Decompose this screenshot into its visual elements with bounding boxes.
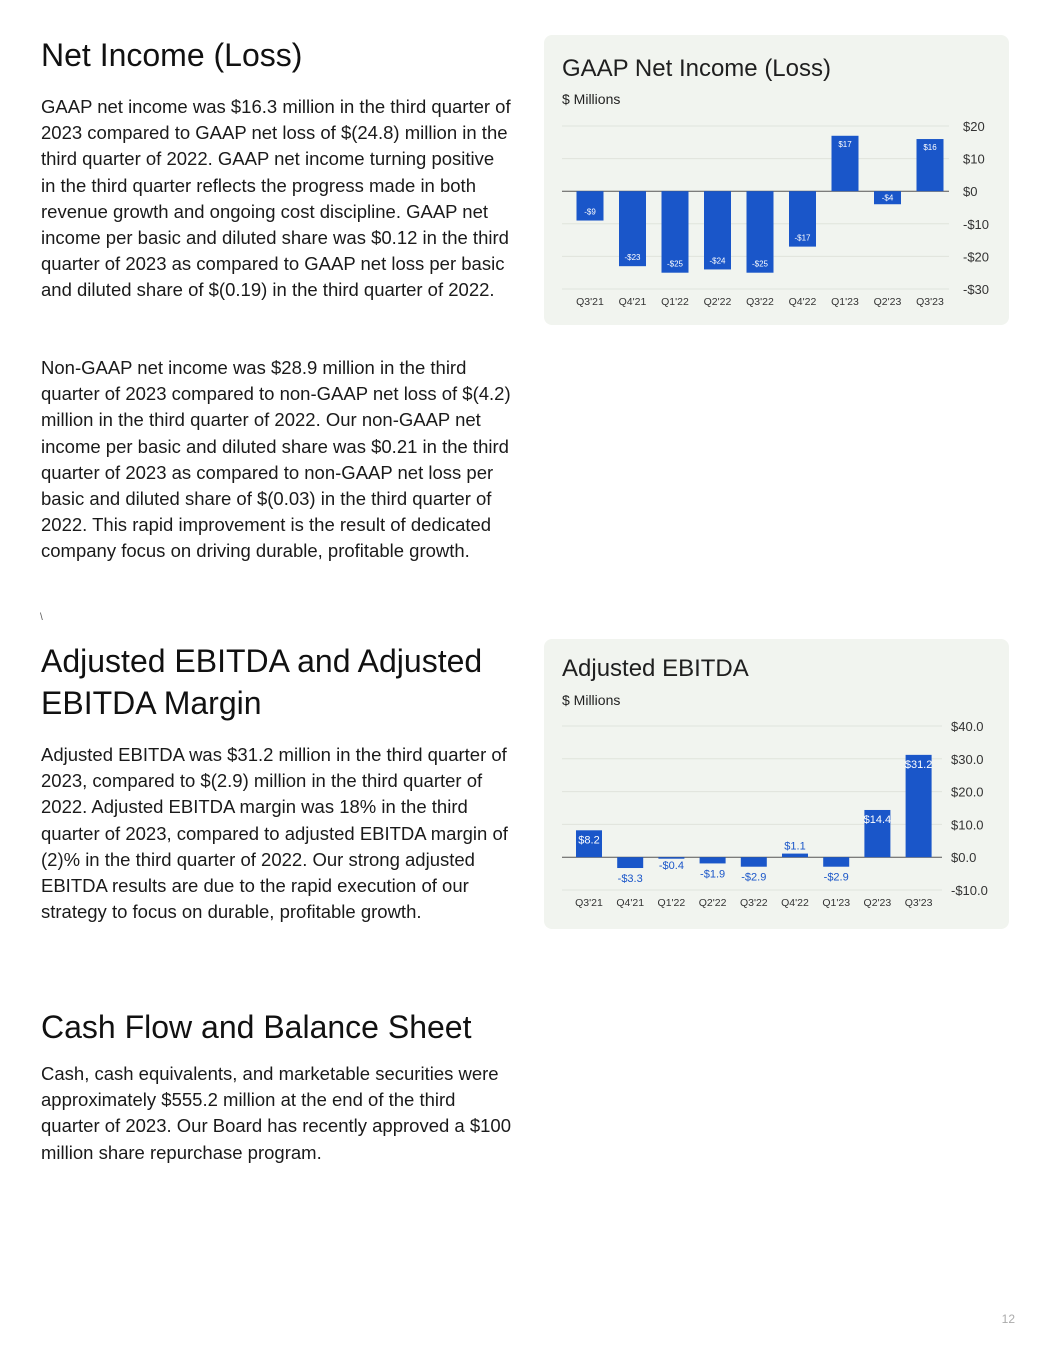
y-tick-label: -$10 xyxy=(963,216,990,232)
y-tick-label: $20 xyxy=(963,119,985,134)
x-tick-label: Q4'21 xyxy=(616,897,645,909)
chart-subtitle: $ Millions xyxy=(562,692,621,708)
x-tick-label: Q3'21 xyxy=(575,897,603,909)
x-tick-label: Q1'23 xyxy=(822,897,851,909)
y-tick-label: $40.0 xyxy=(951,719,984,734)
bar-value-label: -$1.9 xyxy=(700,868,726,881)
x-tick-label: Q2'23 xyxy=(863,897,892,909)
bar xyxy=(823,857,849,867)
x-tick-label: Q4'21 xyxy=(618,296,647,308)
x-tick-label: Q1'22 xyxy=(657,897,686,909)
y-tick-label: $20.0 xyxy=(951,784,984,800)
x-tick-label: Q4'22 xyxy=(788,296,817,308)
y-tick-label: -$30 xyxy=(963,282,990,297)
x-tick-label: Q2'22 xyxy=(703,296,732,308)
adjusted-ebitda-chart xyxy=(544,639,1009,929)
bar xyxy=(700,857,726,863)
x-tick-label: Q2'22 xyxy=(698,897,727,909)
bar-value-label: -$0.4 xyxy=(658,860,684,873)
bar xyxy=(617,857,643,868)
x-tick-label: Q3'21 xyxy=(576,296,604,308)
bar-value-label: -$17 xyxy=(794,233,811,243)
stray-mark: \ xyxy=(40,612,43,623)
x-tick-label: Q1'22 xyxy=(661,296,689,308)
x-tick-label: Q2'23 xyxy=(873,296,902,308)
x-tick-label: Q4'22 xyxy=(781,897,809,909)
y-tick-label: -$20 xyxy=(963,249,990,265)
y-tick-label: $10.0 xyxy=(951,817,984,833)
x-tick-label: Q1'23 xyxy=(831,296,859,308)
bar xyxy=(741,857,767,867)
y-tick-label: $10 xyxy=(963,151,985,167)
page-number: 12 xyxy=(1001,1312,1015,1326)
x-tick-label: Q3'22 xyxy=(739,897,768,909)
x-tick-label: Q3'22 xyxy=(746,296,774,308)
section-title-ebitda xyxy=(41,640,482,724)
ebitda-paragraph: Adjusted EBITDA was $31.2 million in the third quarter of 2023, compared to $(2.9) million in the third quarter of 2022. Adjusted EBITDA margin was 18% in the third quarter of 2023, compared to adjusted EBITDA margin of (2)% in the third quarter of 2022. Our strong adjusted EBITDA results are due to the rapid execution of our strategy to focus on durable, profitable growth. xyxy=(41,744,508,923)
y-tick-label: $0 xyxy=(963,184,978,200)
section-title-ebitda-line1: Adjusted EBITDA and Adjusted xyxy=(41,643,483,679)
net-income-paragraph-non-gaap: Non-GAAP net income was $28.9 million in the third quarter of 2023 compared to non-GAAP net loss of $(4.2) million in the third quarter of 2022. Our non-GAAP net income per basic and diluted share was $0.21 in the third quarter of 2023 as compared to non-GAAP net loss per basic and diluted share of $(0.03) in the third quarter of 2022. This rapid improvement is the result of dedicated company focus on driving durable, profitable growth. xyxy=(41,357,511,562)
bar-value-label: $14.4 xyxy=(863,813,892,826)
y-tick-label: -$10.0 xyxy=(951,883,988,898)
bar xyxy=(782,854,808,858)
bar-value-label: $1.1 xyxy=(784,840,806,853)
cash-flow-paragraph: Cash, cash equivalents, and marketable securities were approximately $555.2 million at the end of the third quarter of 2023. Our Board has recently approved a $100 million share repurchase program. xyxy=(41,1063,511,1163)
gaap-net-income-chart-card xyxy=(544,35,1009,325)
x-tick-label: Q3'23 xyxy=(916,296,944,308)
y-tick-label: $0.0 xyxy=(951,850,977,866)
y-tick-label: $30.0 xyxy=(951,751,984,767)
bar xyxy=(658,857,684,859)
bar-value-label: -$2.9 xyxy=(741,871,767,884)
x-tick-label: Q3'23 xyxy=(904,897,933,909)
chart-title: Adjusted EBITDA xyxy=(562,655,749,682)
bar-value-label: -$3.3 xyxy=(617,873,643,886)
bar-value-label: $16 xyxy=(923,143,937,153)
bar-value-label: -$2.9 xyxy=(823,871,849,884)
bar-value-label: -$25 xyxy=(666,259,684,269)
bar-value-label: -$23 xyxy=(624,253,641,263)
section-title-ebitda-line2: EBITDA Margin xyxy=(41,685,262,721)
bar-value-label: -$9 xyxy=(584,207,596,217)
gaap-net-income-chart xyxy=(544,35,1009,325)
section-title-net-income: Net Income (Loss) xyxy=(41,37,303,73)
section-title-cash-flow: Cash Flow and Balance Sheet xyxy=(41,1009,472,1045)
bar-value-label: -$25 xyxy=(751,259,769,269)
chart-title: GAAP Net Income (Loss) xyxy=(562,55,831,82)
bar-value-label: $8.2 xyxy=(578,834,600,847)
bar-value-label: $31.2 xyxy=(904,758,933,771)
adjusted-ebitda-chart-card xyxy=(544,639,1009,929)
bar-value-label: $17 xyxy=(838,139,852,149)
chart-subtitle: $ Millions xyxy=(562,91,621,107)
net-income-paragraph-gaap: GAAP net income was $16.3 million in the third quarter of 2023 compared to GAAP net loss of $(24.8) million in the third quarter of 2022. GAAP net income turning positive in the third quarter reflects the progress made in both revenue growth and ongoing cost discipline. GAAP net income per basic and diluted share was $0.12 in the third quarter of 2023 as compared to GAAP net loss per basic and diluted share of $(0.19) in the third quarter of 2022. xyxy=(41,96,511,301)
bar-value-label: -$24 xyxy=(709,256,726,266)
bar-value-label: -$4 xyxy=(881,193,894,203)
